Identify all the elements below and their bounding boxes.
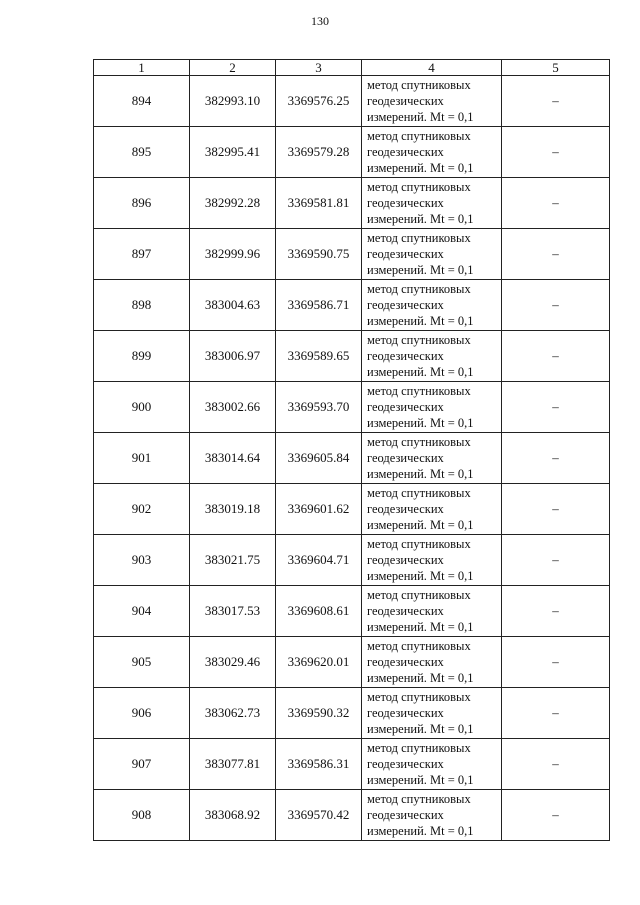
method-line: измерений. Mt = 0,1 [367, 518, 474, 532]
column-header: 4 [362, 60, 502, 76]
table-row [94, 178, 610, 229]
method-line: измерений. Mt = 0,1 [367, 212, 474, 226]
x-coordinate-cell: 383077.81 [190, 739, 276, 790]
method-cell [362, 178, 502, 229]
method-cell [362, 229, 502, 280]
point-number-cell: 894 [94, 76, 190, 127]
method-line: метод спутниковых [367, 690, 471, 704]
y-coordinate-cell: 3369593.70 [276, 382, 362, 433]
method-line: измерений. Mt = 0,1 [367, 722, 474, 736]
table-row [94, 688, 610, 739]
method-line: геодезических [367, 451, 444, 465]
y-coordinate-cell: 3369586.31 [276, 739, 362, 790]
method-cell [362, 76, 502, 127]
x-coordinate-cell: 383004.63 [190, 280, 276, 331]
method-line: метод спутниковых [367, 333, 471, 347]
method-line: измерений. Mt = 0,1 [367, 314, 474, 328]
method-line: геодезических [367, 145, 444, 159]
point-number-cell: 905 [94, 637, 190, 688]
method-line: метод спутниковых [367, 588, 471, 602]
table-header-row [94, 60, 610, 76]
note-cell: – [502, 229, 610, 280]
table-row [94, 229, 610, 280]
method-line: измерений. Mt = 0,1 [367, 416, 474, 430]
method-cell [362, 280, 502, 331]
method-line: измерений. Mt = 0,1 [367, 161, 474, 175]
note-cell: – [502, 433, 610, 484]
y-coordinate-cell: 3369570.42 [276, 790, 362, 841]
point-number-cell: 896 [94, 178, 190, 229]
y-coordinate-cell: 3369605.84 [276, 433, 362, 484]
method-line: геодезических [367, 247, 444, 261]
x-coordinate-cell: 383068.92 [190, 790, 276, 841]
method-line: измерений. Mt = 0,1 [367, 569, 474, 583]
method-line: метод спутниковых [367, 78, 471, 92]
point-number-cell: 904 [94, 586, 190, 637]
table-row [94, 637, 610, 688]
method-cell [362, 790, 502, 841]
method-line: измерений. Mt = 0,1 [367, 263, 474, 277]
x-coordinate-cell: 383014.64 [190, 433, 276, 484]
method-line: геодезических [367, 196, 444, 210]
table-row [94, 76, 610, 127]
point-number-cell: 908 [94, 790, 190, 841]
coordinates-table [93, 59, 610, 841]
method-line: метод спутниковых [367, 639, 471, 653]
method-cell [362, 535, 502, 586]
method-line: метод спутниковых [367, 231, 471, 245]
method-line: измерений. Mt = 0,1 [367, 620, 474, 634]
method-line: метод спутниковых [367, 537, 471, 551]
method-line: метод спутниковых [367, 129, 471, 143]
y-coordinate-cell: 3369586.71 [276, 280, 362, 331]
point-number-cell: 902 [94, 484, 190, 535]
x-coordinate-cell: 383019.18 [190, 484, 276, 535]
method-line: геодезических [367, 349, 444, 363]
method-line: измерений. Mt = 0,1 [367, 467, 474, 481]
point-number-cell: 901 [94, 433, 190, 484]
method-line: геодезических [367, 298, 444, 312]
table-row [94, 127, 610, 178]
table-row [94, 790, 610, 841]
y-coordinate-cell: 3369604.71 [276, 535, 362, 586]
note-cell: – [502, 280, 610, 331]
method-cell [362, 484, 502, 535]
method-line: метод спутниковых [367, 180, 471, 194]
method-cell [362, 331, 502, 382]
y-coordinate-cell: 3369601.62 [276, 484, 362, 535]
table-row [94, 739, 610, 790]
y-coordinate-cell: 3369608.61 [276, 586, 362, 637]
table-row [94, 382, 610, 433]
method-line: геодезических [367, 706, 444, 720]
y-coordinate-cell: 3369581.81 [276, 178, 362, 229]
note-cell: – [502, 484, 610, 535]
method-line: геодезических [367, 604, 444, 618]
column-header: 2 [190, 60, 276, 76]
x-coordinate-cell: 383021.75 [190, 535, 276, 586]
note-cell: – [502, 739, 610, 790]
table-row [94, 280, 610, 331]
point-number-cell: 897 [94, 229, 190, 280]
method-line: метод спутниковых [367, 486, 471, 500]
y-coordinate-cell: 3369590.75 [276, 229, 362, 280]
method-cell [362, 433, 502, 484]
point-number-cell: 895 [94, 127, 190, 178]
y-coordinate-cell: 3369576.25 [276, 76, 362, 127]
point-number-cell: 900 [94, 382, 190, 433]
note-cell: – [502, 76, 610, 127]
page-number: 130 [311, 14, 329, 28]
method-line: геодезических [367, 757, 444, 771]
method-line: измерений. Mt = 0,1 [367, 110, 474, 124]
point-number-cell: 907 [94, 739, 190, 790]
method-line: измерений. Mt = 0,1 [367, 365, 474, 379]
y-coordinate-cell: 3369589.65 [276, 331, 362, 382]
method-line: геодезических [367, 502, 444, 516]
column-header: 1 [94, 60, 190, 76]
column-header: 3 [276, 60, 362, 76]
method-line: измерений. Mt = 0,1 [367, 824, 474, 838]
y-coordinate-cell: 3369620.01 [276, 637, 362, 688]
method-cell [362, 127, 502, 178]
method-cell [362, 586, 502, 637]
method-line: геодезических [367, 94, 444, 108]
method-line: метод спутниковых [367, 741, 471, 755]
note-cell: – [502, 688, 610, 739]
method-line: геодезических [367, 808, 444, 822]
x-coordinate-cell: 383062.73 [190, 688, 276, 739]
table-row [94, 433, 610, 484]
method-line: геодезических [367, 553, 444, 567]
method-line: геодезических [367, 400, 444, 414]
table-row [94, 535, 610, 586]
method-line: метод спутниковых [367, 792, 471, 806]
column-header: 5 [502, 60, 610, 76]
point-number-cell: 903 [94, 535, 190, 586]
x-coordinate-cell: 383017.53 [190, 586, 276, 637]
method-line: измерений. Mt = 0,1 [367, 773, 474, 787]
method-cell [362, 688, 502, 739]
point-number-cell: 906 [94, 688, 190, 739]
note-cell: – [502, 586, 610, 637]
method-line: измерений. Mt = 0,1 [367, 671, 474, 685]
y-coordinate-cell: 3369579.28 [276, 127, 362, 178]
x-coordinate-cell: 383006.97 [190, 331, 276, 382]
note-cell: – [502, 127, 610, 178]
point-number-cell: 898 [94, 280, 190, 331]
note-cell: – [502, 535, 610, 586]
method-cell [362, 739, 502, 790]
method-line: метод спутниковых [367, 435, 471, 449]
table-row [94, 331, 610, 382]
note-cell: – [502, 637, 610, 688]
table-body [94, 76, 610, 841]
method-cell [362, 382, 502, 433]
table-row [94, 484, 610, 535]
x-coordinate-cell: 383002.66 [190, 382, 276, 433]
x-coordinate-cell: 382992.28 [190, 178, 276, 229]
method-cell [362, 637, 502, 688]
method-line: геодезических [367, 655, 444, 669]
note-cell: – [502, 382, 610, 433]
x-coordinate-cell: 382995.41 [190, 127, 276, 178]
y-coordinate-cell: 3369590.32 [276, 688, 362, 739]
method-line: метод спутниковых [367, 384, 471, 398]
x-coordinate-cell: 382999.96 [190, 229, 276, 280]
note-cell: – [502, 178, 610, 229]
note-cell: – [502, 790, 610, 841]
x-coordinate-cell: 382993.10 [190, 76, 276, 127]
note-cell: – [502, 331, 610, 382]
x-coordinate-cell: 383029.46 [190, 637, 276, 688]
point-number-cell: 899 [94, 331, 190, 382]
table-row [94, 586, 610, 637]
method-line: метод спутниковых [367, 282, 471, 296]
